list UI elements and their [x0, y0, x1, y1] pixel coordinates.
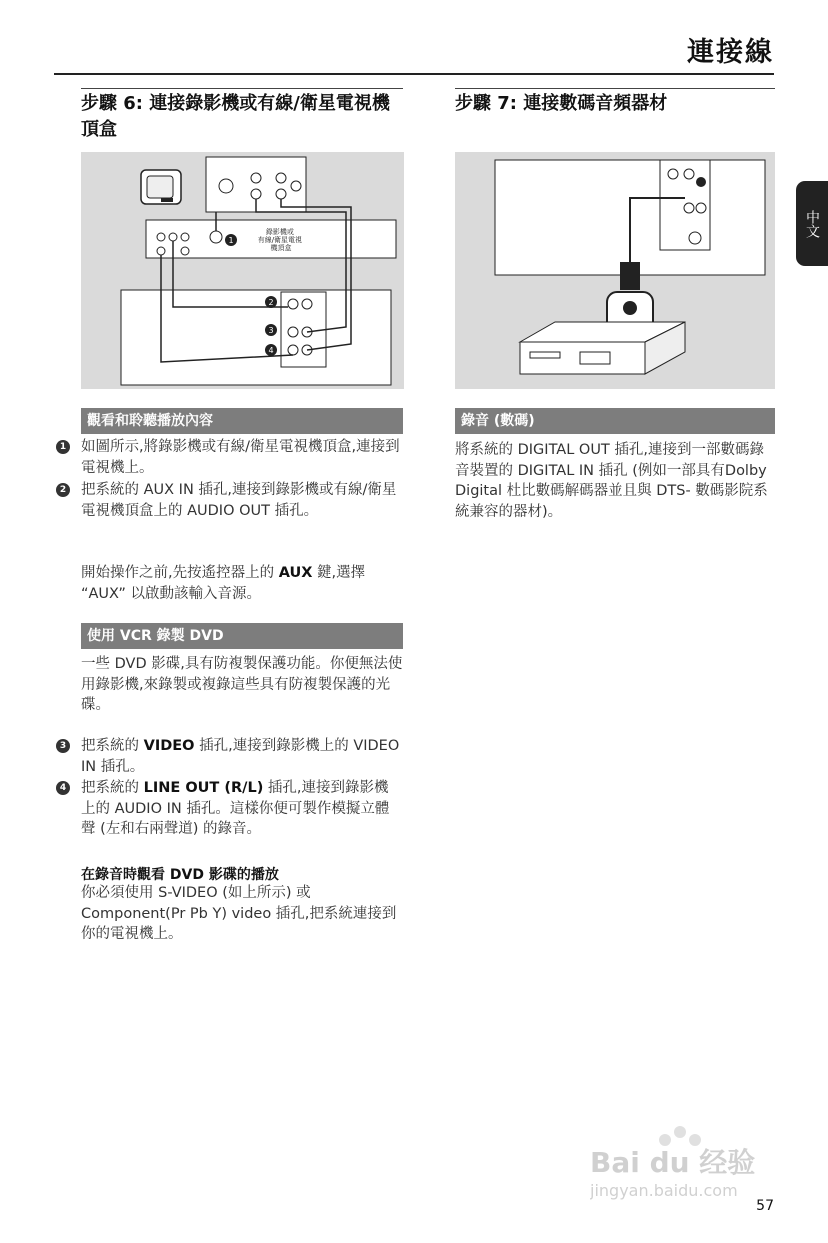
svg-text:3: 3	[268, 326, 274, 335]
baidu-paw-logo	[590, 1120, 780, 1200]
watch-while-recording-heading: 在錄音時觀看 DVD 影碟的播放	[81, 867, 279, 883]
vcr-jack	[181, 233, 189, 241]
instruction-2: 把系統的 AUX IN 插孔,連接到錄影機或有線/衛星電視機頂盒上的 AUDIO OUT 插孔。	[81, 482, 397, 519]
vcr-jack	[169, 233, 177, 241]
digital-in-jack	[623, 301, 637, 315]
system-jack	[684, 203, 694, 213]
instruction-4	[81, 778, 401, 840]
aux-text-before: 開始操作之前,先按遙控器上的	[81, 565, 279, 581]
system-jack	[684, 169, 694, 179]
tv-jack	[251, 189, 261, 199]
recording-device-icon	[520, 322, 685, 374]
callout-2	[265, 296, 277, 308]
vcr-jack	[181, 247, 189, 255]
digital-record-text: 將系統的 DIGITAL OUT 插孔,連接到一部數碼錄音裝置的 DIGITAL IN 插孔 (例如一部具有Dolby Digital 杜比數碼解碼器並且與 DTS- 數碼影院系統兼容的器材)。	[455, 442, 768, 520]
instruction-3-after: 插孔,連接到錄影機上的 VIDEO IN 插孔。	[81, 738, 400, 775]
system-jack	[288, 299, 298, 309]
digital-out-jack	[696, 177, 706, 187]
section-bar-vcr-record: 使用 VCR 錄製 DVD	[81, 623, 403, 649]
vcr-box-label: 錄影機或 有線/衛星電視 機頂盒	[257, 228, 303, 252]
video-jack-label: VIDEO	[143, 738, 195, 754]
tv-icon	[141, 170, 181, 204]
step6-heading: 步驟 6: 連接錄影機或有線/衛星電視機頂盒	[81, 88, 403, 143]
cable-plug	[620, 262, 640, 290]
header-rule	[54, 73, 774, 75]
tv-jack	[251, 173, 261, 183]
copy-protection-note: 一些 DVD 影碟,具有防複製保護功能。你便無法使用錄影機,來錄製或複錄這些具有防複製保護的光碟。	[81, 656, 403, 713]
baidu-watermark	[590, 1120, 780, 1200]
callout-3	[265, 324, 277, 336]
tv-jack	[276, 173, 286, 183]
aux-key-label: AUX	[278, 565, 313, 581]
step-number-3: 3	[56, 739, 70, 753]
callout-4	[265, 344, 277, 356]
callout-1	[225, 234, 237, 246]
vcr-jack	[157, 233, 165, 241]
system-jack	[288, 327, 298, 337]
aux-instruction	[81, 563, 401, 604]
svg-text:1: 1	[228, 236, 234, 245]
tv-jack	[219, 179, 233, 193]
system-jack	[689, 232, 701, 244]
page-number: 57	[756, 1198, 774, 1214]
instruction-1: 如圖所示,將錄影機或有線/衛星電視機頂盒,連接到電視機上。	[81, 439, 400, 476]
vcr-connection-illustration	[81, 152, 404, 389]
section-bar-digital-record: 錄音 (數碼)	[455, 408, 775, 434]
step-number-1: 1	[56, 440, 70, 454]
step7-connection-diagram	[455, 152, 775, 389]
line-out-label: LINE OUT (R/L)	[143, 780, 264, 796]
system-jack	[696, 203, 706, 213]
watermark-url: jingyan.baidu.com	[590, 1181, 738, 1200]
instruction-4-before: 把系統的	[81, 780, 144, 796]
system-jack	[302, 299, 312, 309]
instruction-3	[81, 736, 401, 777]
vcr-jack	[157, 247, 165, 255]
aux-text-after: 鍵,選擇 “AUX” 以啟動該輸入音源。	[81, 565, 366, 602]
svg-text:2: 2	[268, 298, 274, 307]
section-bar-watch-listen: 觀看和聆聽播放內容	[81, 408, 403, 434]
watermark-brand: Bai du 经验	[590, 1146, 756, 1179]
instruction-4-after: 插孔,連接到錄影機上的 AUDIO IN 插孔。這樣你便可製作模擬立體聲 (左和右兩聲道) 的錄音。	[81, 780, 390, 837]
step6-connection-diagram	[81, 152, 404, 389]
vcr-jack	[210, 231, 222, 243]
tv-jack	[291, 181, 301, 191]
system-jack	[668, 169, 678, 179]
svg-text:4: 4	[268, 346, 274, 355]
page-title: 連接線	[687, 37, 774, 68]
watch-while-recording-text: 你必須使用 S-VIDEO (如上所示) 或 Component(Pr Pb Y) video 插孔,把系統連接到你的電視機上。	[81, 885, 397, 942]
step-number-4: 4	[56, 781, 70, 795]
instruction-3-before: 把系統的	[81, 738, 144, 754]
digital-connection-illustration	[455, 152, 775, 389]
step-number-2: 2	[56, 483, 70, 497]
system-jack	[288, 345, 298, 355]
language-tab: 中文	[796, 181, 828, 266]
step7-heading: 步驟 7: 連接數碼音頻器材	[455, 88, 775, 117]
tv-jack	[276, 189, 286, 199]
